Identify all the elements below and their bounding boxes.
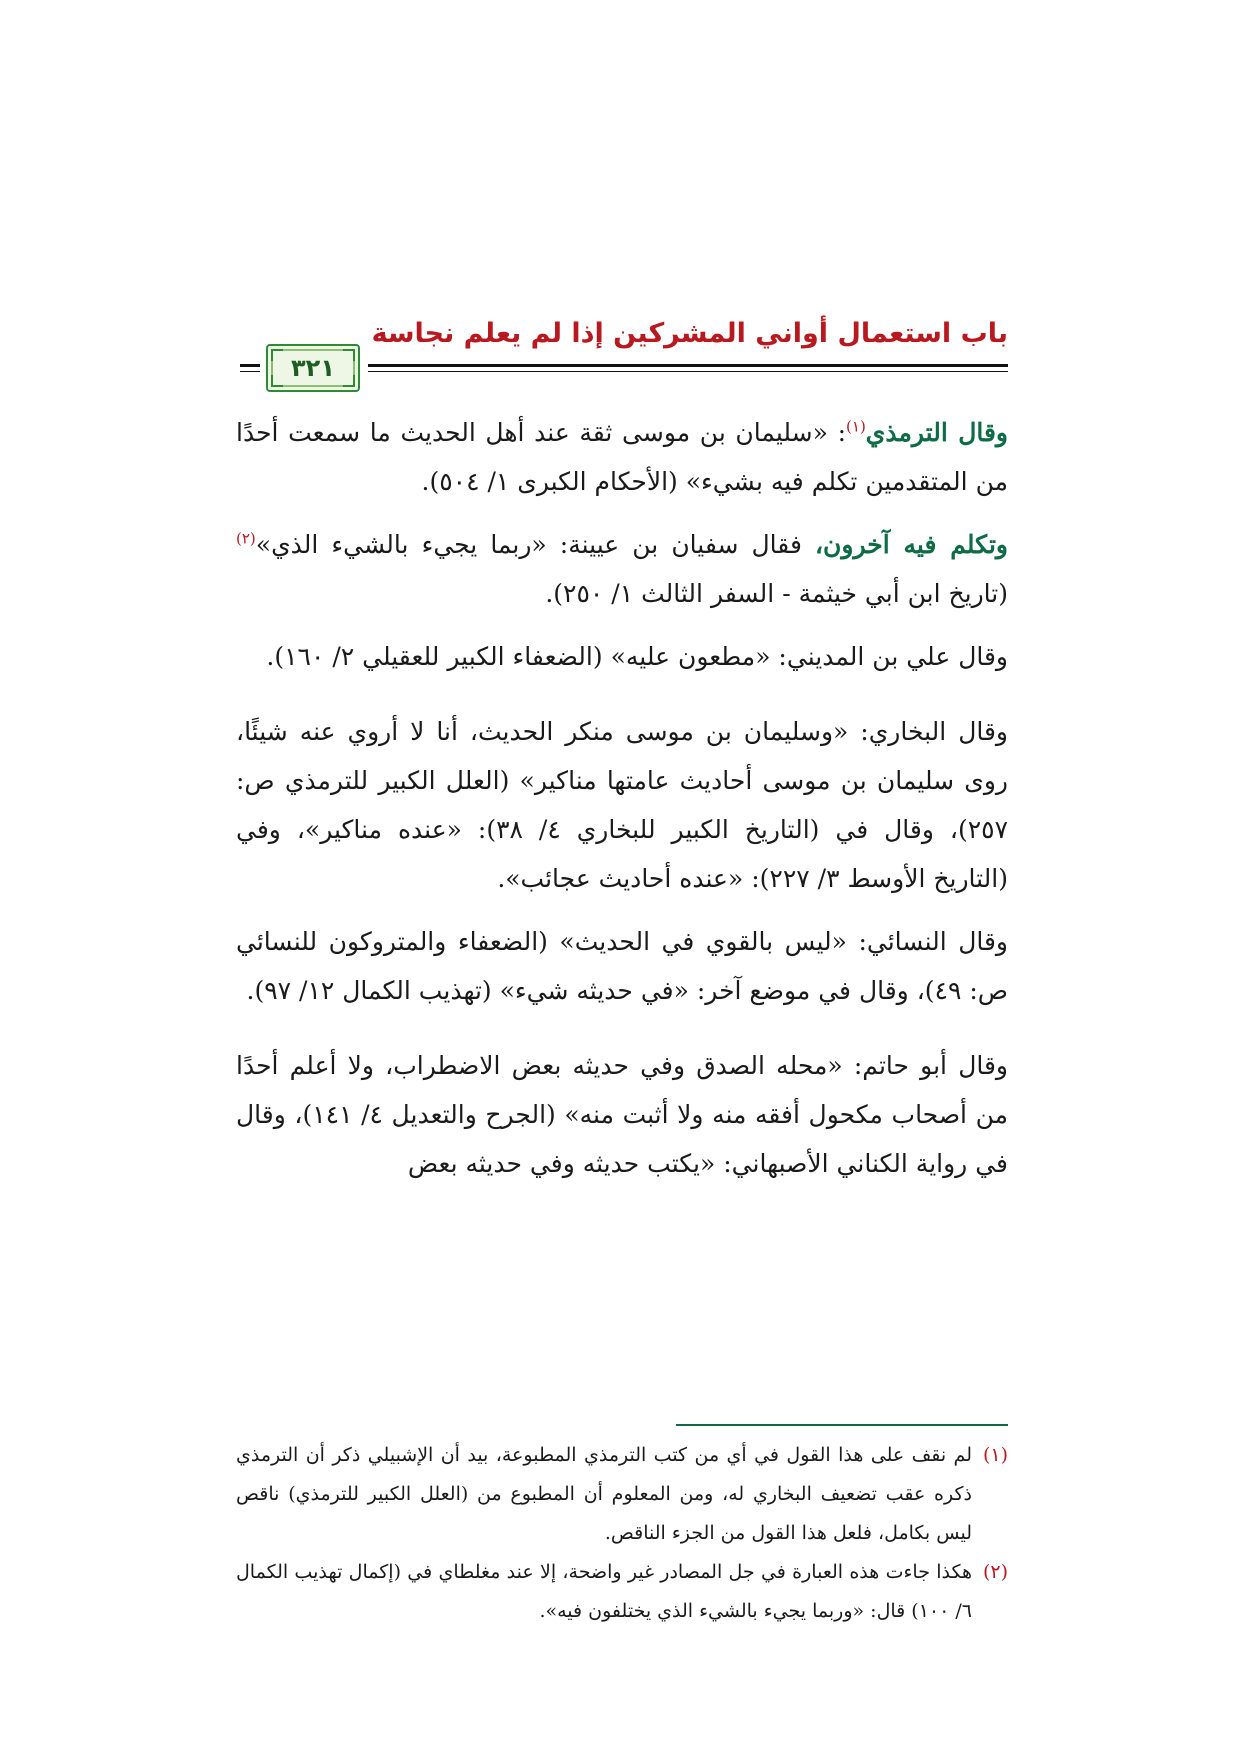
paragraph-others	[236, 520, 1008, 618]
paragraph-text: (تاريخ ابن أبي خيثمة - السفر الثالث ١/ ٢٥٠).	[545, 579, 1008, 608]
footnote-ref-2[interactable]: (٢)	[236, 529, 256, 548]
header-rule-left-thick	[240, 364, 260, 367]
header-rule-left-thin	[240, 371, 260, 372]
paragraph-madini: وقال علي بن المديني: «مطعون عليه» (الضعفاء الكبير للعقيلي ٢/ ١٦٠).	[266, 642, 1008, 671]
footnote-text: لم نقف على هذا القول في أي من كتب الترمذي المطبوعة، بيد أن الإشبيلي ذكر أن الترمذي ذكره عقب تضعيف البخاري له، ومن المعلوم أن المطبوع من (العلل الكبير للترمذي) ناقص ليس بكامل، فلعل هذا القول من الجزء الناقص.	[236, 1444, 972, 1544]
running-header	[240, 312, 1008, 392]
ornament-corner-icon	[271, 349, 283, 361]
highlight-lead: وقال الترمذي	[865, 418, 1008, 447]
page-number: ٣٢١	[291, 354, 335, 382]
ornament-corner-icon	[343, 349, 355, 361]
paragraph-text: : «سليمان بن موسى ثقة عند أهل الحديث ما سمعت أحدًا من المتقدمين تكلم فيه بشيء» (الأحكام الكبرى ١/ ٥٠٤).	[236, 418, 1008, 496]
footnote-1	[236, 1436, 1008, 1553]
paragraph-abu-hatim: وقال أبو حاتم: «محله الصدق وفي حديثه بعض الاضطراب، ولا أعلم أحدًا من أصحاب مكحول أفقه منه ولا أثبت منه» (الجرح والتعديل ٤/ ١٤١)، وقال في رواية الكناني الأصبهاني: «يكتب حديثه وفي حديثه بعض	[236, 1051, 1009, 1178]
footnote-separator	[676, 1424, 1008, 1426]
main-text	[236, 408, 1008, 1202]
header-rule-thick	[368, 364, 1008, 367]
footnote-2	[236, 1553, 1008, 1631]
page-number-badge	[266, 344, 360, 392]
paragraph-bukhari: وقال البخاري: «وسليمان بن موسى منكر الحديث، أنا لا أروي عنه شيئًا، روى سليمان بن موسى أحاديث عامتها مناكير» (العلل الكبير للترمذي ص: ٢٥٧)، وقال في (التاريخ الكبير للبخاري ٤/ ٣٨): «عنده مناكير»، وفي (التاريخ الأوسط ٣/ ٢٢٧): «عنده أحاديث عجائب».	[236, 717, 1009, 893]
highlight-lead: وتكلم فيه آخرون،	[814, 530, 1008, 559]
paragraph-text: فقال سفيان بن عيينة: «ربما يجيء بالشيء الذي»	[255, 530, 815, 559]
header-rule-thin	[368, 371, 1008, 372]
footnote-number: (٢)	[982, 1561, 1008, 1583]
footnotes	[236, 1436, 1008, 1631]
footnote-number: (١)	[982, 1444, 1008, 1466]
footnote-text: هكذا جاءت هذه العبارة في جل المصادر غير واضحة، إلا عند مغلطاي في (إكمال تهذيب الكمال ٦/ ١٠٠) قال: «وربما يجيء بالشيء الذي يختلفون فيه».	[236, 1561, 972, 1622]
paragraph-nasai: وقال النسائي: «ليس بالقوي في الحديث» (الضعفاء والمتروكون للنسائي ص: ٤٩)، وقال في موضع آخر: «في حديثه شيء» (تهذيب الكمال ١٢/ ٩٧).	[236, 927, 1008, 1005]
chapter-title: باب استعمال أواني المشركين إذا لم يعلم نجاسة	[371, 318, 1008, 349]
footnote-ref-1[interactable]: (١)	[846, 417, 866, 436]
ornament-corner-icon	[271, 375, 283, 387]
ornament-corner-icon	[343, 375, 355, 387]
paragraph-tirmidhi	[236, 408, 1008, 506]
